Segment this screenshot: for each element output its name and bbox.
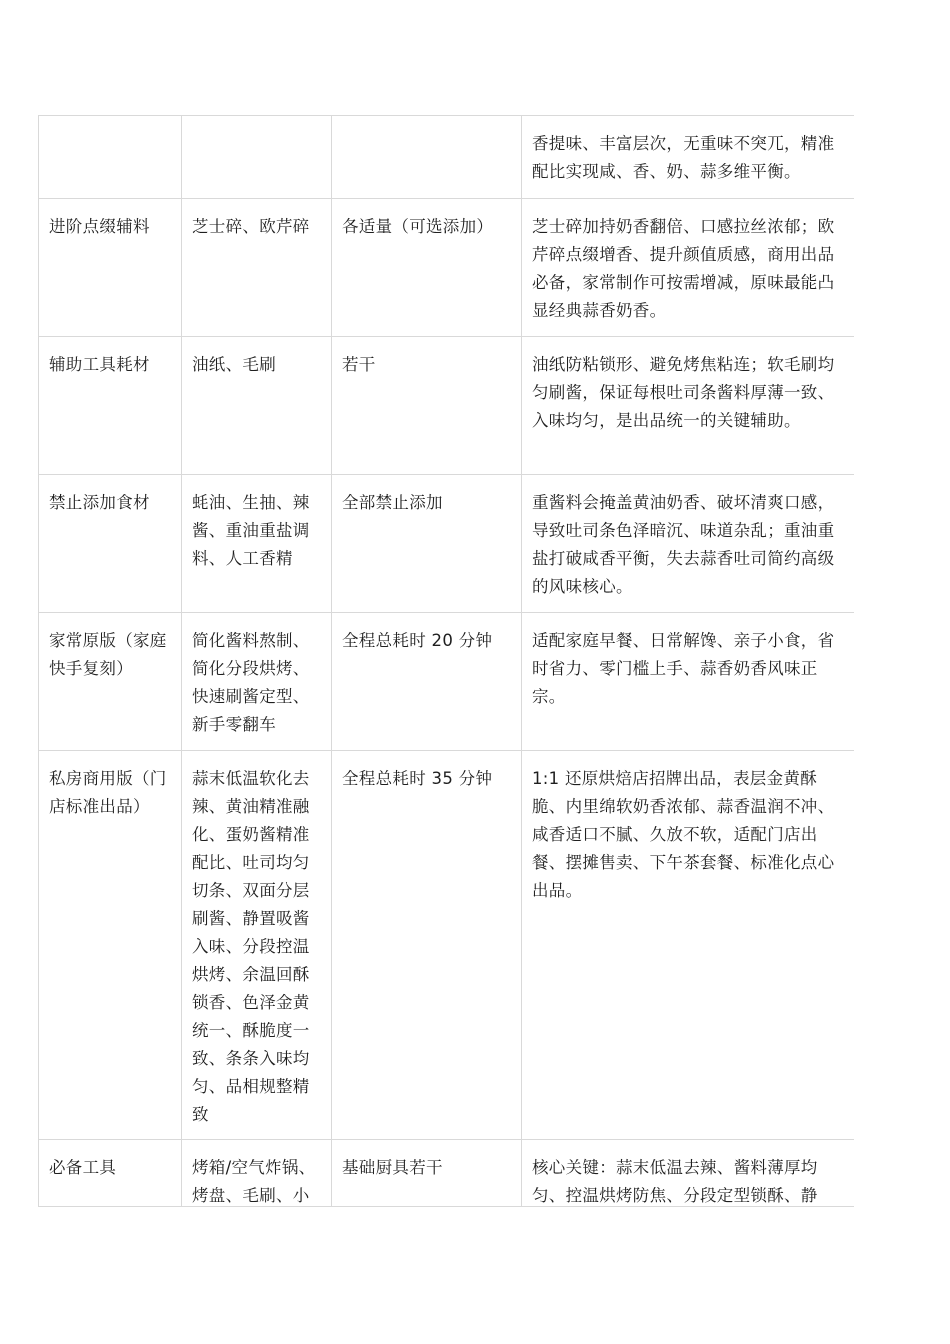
cell-note: 核心关键：蒜末低温去辣、酱料薄厚均匀、控温烘烤防焦、分段定型锁酥、静 [522,1140,855,1208]
cell-note: 油纸防粘锁形、避免烤焦粘连；软毛刷均匀刷酱，保证每根吐司条酱料厚薄一致、入味均匀，是出品统一的关键辅助。 [522,337,855,475]
cell-amount: 若干 [332,337,522,475]
cell-item: 进阶点缀辅料 [39,199,182,337]
cell-amount: 各适量（可选添加） [332,199,522,337]
cell-item: 家常原版（家庭快手复刻） [39,613,182,751]
cell-note: 适配家庭早餐、日常解馋、亲子小食，省时省力、零门槛上手、蒜香奶香风味正宗。 [522,613,855,751]
cell-note: 香提味、丰富层次，无重味不突兀，精准配比实现咸、香、奶、蒜多维平衡。 [522,116,855,199]
ingredient-table [38,115,854,1207]
table-row [39,751,855,1140]
cell-content: 油纸、毛刷 [182,337,332,475]
table-row [39,475,855,613]
cell-item: 禁止添加食材 [39,475,182,613]
cell-content: 蒜末低温软化去辣、黄油精准融化、蛋奶酱精准配比、吐司均匀切条、双面分层刷酱、静置吸酱入味、分段控温烘烤、余温回酥锁香、色泽金黄统一、酥脆度一致、条条入味均匀、品相规整精致 [182,751,332,1140]
cell-content: 烤箱/空气炸锅、烤盘、毛刷、小 [182,1140,332,1208]
cell-content: 蚝油、生抽、辣酱、重油重盐调料、人工香精 [182,475,332,613]
table-row [39,613,855,751]
table-row [39,337,855,475]
cell-amount: 基础厨具若干 [332,1140,522,1208]
cell-amount: 全程总耗时 35 分钟 [332,751,522,1140]
cell-content [182,116,332,199]
ingredient-table-grid [38,115,854,1207]
table-row [39,199,855,337]
cell-item [39,116,182,199]
cell-item: 辅助工具耗材 [39,337,182,475]
cell-content: 简化酱料熬制、简化分段烘烤、快速刷酱定型、新手零翻车 [182,613,332,751]
cell-item: 必备工具 [39,1140,182,1208]
table-row [39,116,855,199]
cell-note: 1:1 还原烘焙店招牌出品，表层金黄酥脆、内里绵软奶香浓郁、蒜香温润不冲、咸香适口不腻、久放不软，适配门店出餐、摆摊售卖、下午茶套餐、标准化点心出品。 [522,751,855,1140]
cell-note: 芝士碎加持奶香翻倍、口感拉丝浓郁；欧芹碎点缀增香、提升颜值质感，商用出品必备，家常制作可按需增减，原味最能凸显经典蒜香奶香。 [522,199,855,337]
cell-amount [332,116,522,199]
table-row [39,1140,855,1208]
cell-amount: 全程总耗时 20 分钟 [332,613,522,751]
cell-amount: 全部禁止添加 [332,475,522,613]
cell-item: 私房商用版（门店标准出品） [39,751,182,1140]
cell-content: 芝士碎、欧芹碎 [182,199,332,337]
cell-note: 重酱料会掩盖黄油奶香、破坏清爽口感，导致吐司条色泽暗沉、味道杂乱；重油重盐打破咸香平衡，失去蒜香吐司简约高级的风味核心。 [522,475,855,613]
